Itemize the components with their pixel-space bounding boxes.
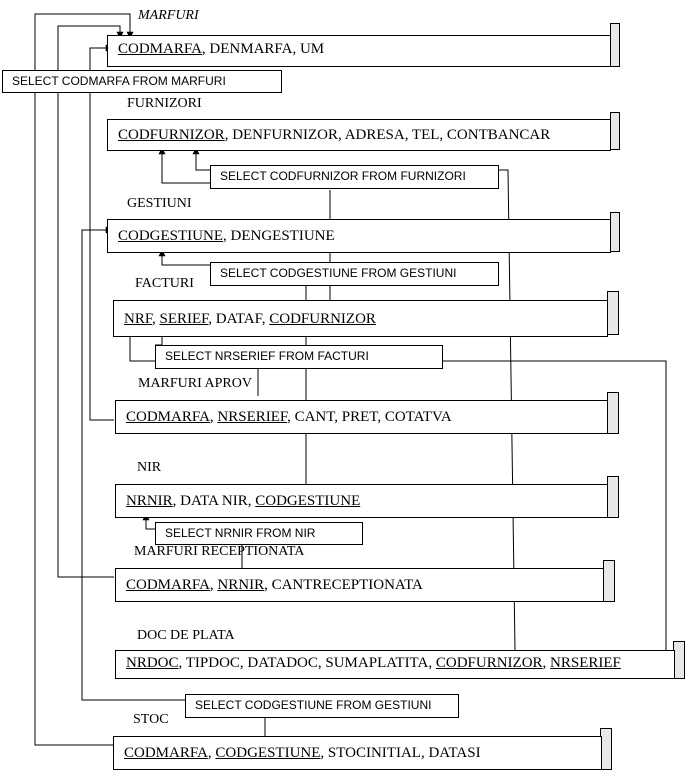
key-field: NRDOC	[126, 655, 179, 671]
table-title-doc-de-plata: DOC DE PLATA	[137, 628, 235, 643]
table-marfuri-receptionata-fields	[126, 577, 423, 594]
field-text: ,	[542, 655, 551, 671]
table-marfuri-aprov-fields	[126, 409, 452, 426]
key-field: CODGESTIUNE	[255, 493, 361, 509]
key-field: NRF	[124, 311, 152, 327]
table-title-nir: NIR	[137, 460, 162, 475]
key-field: CODFURNIZOR	[269, 311, 376, 327]
key-field: CODFURNIZOR	[435, 655, 543, 671]
query-select-nrnir: SELECT NRNIR FROM NIR	[155, 522, 363, 545]
query-select-codmarfa: SELECT CODMARFA FROM MARFURI	[2, 70, 282, 93]
key-field: NRNIR	[126, 493, 173, 509]
key-field: CODGESTIUNE	[118, 228, 223, 244]
field-text: ,	[207, 745, 216, 761]
key-field: NRNIR	[217, 577, 265, 593]
table-nir-side	[607, 476, 619, 518]
key-field: SERIEF	[159, 311, 209, 327]
table-stoc	[113, 736, 602, 770]
table-doc-de-plata-fields	[126, 655, 621, 672]
table-marfuri-aprov	[115, 400, 608, 434]
query-select-codgestiune-1: SELECT CODGESTIUNE FROM GESTIUNI	[210, 262, 499, 286]
field-text: , CANTRECEPTIONATA	[264, 577, 423, 593]
table-marfuri-receptionata-side	[603, 560, 615, 602]
key-field: CODMARFA	[118, 41, 202, 57]
table-title-marfuri-receptionata: MARFURI RECEPTIONATA	[134, 544, 305, 559]
field-text: , DENGESTIUNE	[223, 228, 335, 244]
table-nir	[115, 484, 608, 518]
table-facturi-side	[607, 291, 619, 335]
field-text: , DENMARFA, UM	[201, 41, 325, 57]
table-doc-de-plata	[115, 650, 675, 679]
table-title-facturi: FACTURI	[135, 276, 194, 291]
table-title-gestiuni: GESTIUNI	[127, 196, 192, 211]
key-field: CODMARFA	[124, 745, 208, 761]
key-field: CODMARFA	[126, 409, 210, 425]
table-gestiuni	[107, 219, 611, 253]
table-gestiuni-side	[610, 212, 620, 252]
table-marfuri-aprov-side	[607, 392, 619, 434]
link-q-furnizori-b	[196, 148, 210, 170]
key-field: CODMARFA	[126, 577, 210, 593]
field-text: , DENFURNIZOR, ADRESA, TEL, CONTBANCAR	[224, 127, 551, 143]
query-select-codgestiune-2: SELECT CODGESTIUNE FROM GESTIUNI	[185, 694, 459, 718]
table-gestiuni-fields	[118, 228, 335, 245]
field-text: , STOCINITIAL, DATASI	[320, 745, 481, 761]
key-field: CODGESTIUNE	[215, 745, 321, 761]
table-facturi-fields	[124, 311, 376, 328]
field-text: ,	[151, 311, 160, 327]
table-title-furnizori: FURNIZORI	[127, 96, 202, 111]
table-furnizori-side	[610, 112, 620, 150]
key-field: NRSERIEF	[217, 409, 288, 425]
table-title-marfuri: MARFURI	[138, 8, 199, 23]
field-text: ,	[209, 577, 218, 593]
table-furnizori	[107, 119, 611, 151]
table-facturi	[113, 300, 608, 337]
query-select-codfurnizor: SELECT CODFURNIZOR FROM FURNIZORI	[210, 165, 499, 189]
table-title-stoc: STOC	[133, 712, 169, 727]
table-title-marfuri-aprov: MARFURI APROV	[138, 376, 252, 391]
link-receptionata-marfuri	[58, 26, 120, 577]
field-text: , DATAF,	[208, 311, 270, 327]
table-nir-fields	[126, 493, 360, 510]
table-marfuri	[107, 35, 611, 67]
link-q-furnizori-a	[162, 148, 210, 183]
key-field: CODFURNIZOR	[118, 127, 225, 143]
table-marfuri-receptionata	[115, 568, 604, 602]
field-text: , DATA NIR,	[172, 493, 256, 509]
table-marfuri-side	[610, 23, 620, 67]
table-stoc-fields	[124, 745, 481, 762]
key-field: NRSERIEF	[550, 655, 621, 671]
field-text: ,	[209, 409, 218, 425]
field-text: , CANT, PRET, COTATVA	[287, 409, 452, 425]
field-text: , TIPDOC, DATADOC, SUMAPLATITA,	[178, 655, 436, 671]
query-select-nrserief: SELECT NRSERIEF FROM FACTURI	[155, 345, 443, 369]
table-marfuri-fields	[118, 41, 324, 58]
table-furnizori-fields	[118, 127, 550, 144]
